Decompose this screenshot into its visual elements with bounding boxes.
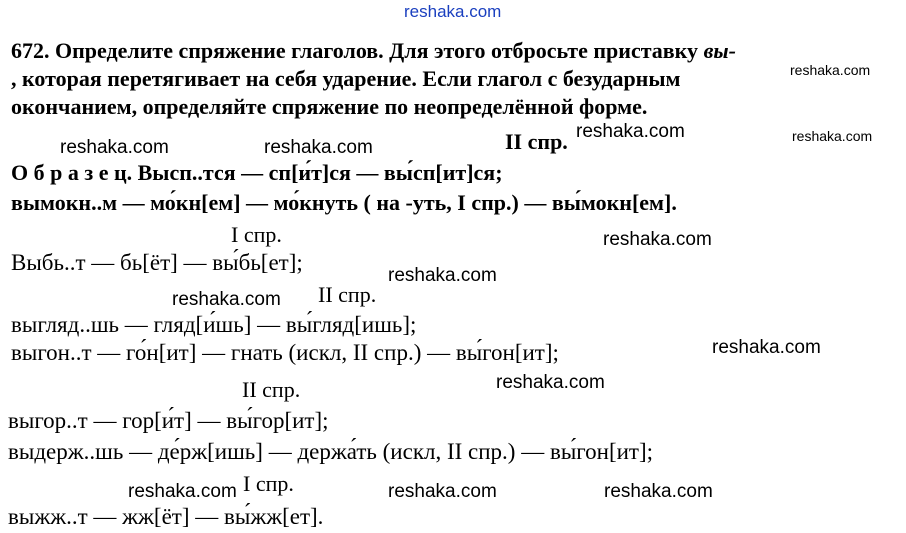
row-vygorit: выгор..т — гор[и́т] — вы́гор[ит]; xyxy=(8,408,329,433)
conjugation-note: I спр. xyxy=(231,222,282,247)
watermark: reshaka.com xyxy=(388,265,497,286)
watermark: reshaka.com xyxy=(128,481,237,502)
watermark: reshaka.com xyxy=(60,137,169,158)
watermark: reshaka.com xyxy=(604,481,713,502)
watermark: reshaka.com xyxy=(792,128,873,144)
prefix-vy: вы- xyxy=(703,38,736,63)
watermark: reshaka.com xyxy=(496,372,605,393)
sample-line-1: О б р а з е ц. Высп..тся — сп[и́т]ся — вы́сп[ит]ся; xyxy=(11,160,503,185)
row-vyzhzhet: выжж..т — жж[ёт] — вы́жж[ет]. xyxy=(8,504,324,529)
watermark: reshaka.com xyxy=(603,229,712,250)
conjugation-note: I спр. xyxy=(243,471,294,496)
row-vybit: Выбь..т — бь[ёт] — вы́бь[ет]; xyxy=(11,250,303,275)
task-line-1-text: 672. Определите спряжение глаголов. Для этого отбросьте приставку xyxy=(11,38,704,63)
row-vyderzhish: выдерж..шь — де́рж[ишь] — держа́ть (искл, II спр.) — вы́гон[ит]; xyxy=(8,439,654,464)
task-line-1 xyxy=(11,38,736,64)
sample-line-2: вымокн..м — мо́кн[ем] — мо́кнуть ( на -уть, I спр.) — вы́мокн[ем]. xyxy=(11,190,677,215)
task-line-2: , которая перетягивает на себя ударение. Если глагол с безударным xyxy=(11,66,681,91)
watermark: reshaka.com xyxy=(790,62,871,78)
watermark: reshaka.com xyxy=(172,289,281,310)
conjugation-note: II спр. xyxy=(242,377,301,402)
conjugation-note: II спр. xyxy=(318,282,377,307)
watermark: reshaka.com xyxy=(264,137,373,158)
watermark: reshaka.com xyxy=(712,337,821,358)
task-line-3: окончанием, определяйте спряжение по неопределённой форме. xyxy=(11,94,648,119)
watermark-top: reshaka.com xyxy=(404,2,502,21)
row-vygonit: выгон..т — го́н[ит] — гнать (искл, II спр.) — вы́гон[ит]; xyxy=(11,340,559,365)
conjugation-note: II спр. xyxy=(505,129,568,154)
watermark: reshaka.com xyxy=(576,121,685,142)
row-vyglyadish: выгляд..шь — гляд[и́шь] — вы́гляд[ишь]; xyxy=(11,312,417,337)
watermark: reshaka.com xyxy=(388,481,497,502)
